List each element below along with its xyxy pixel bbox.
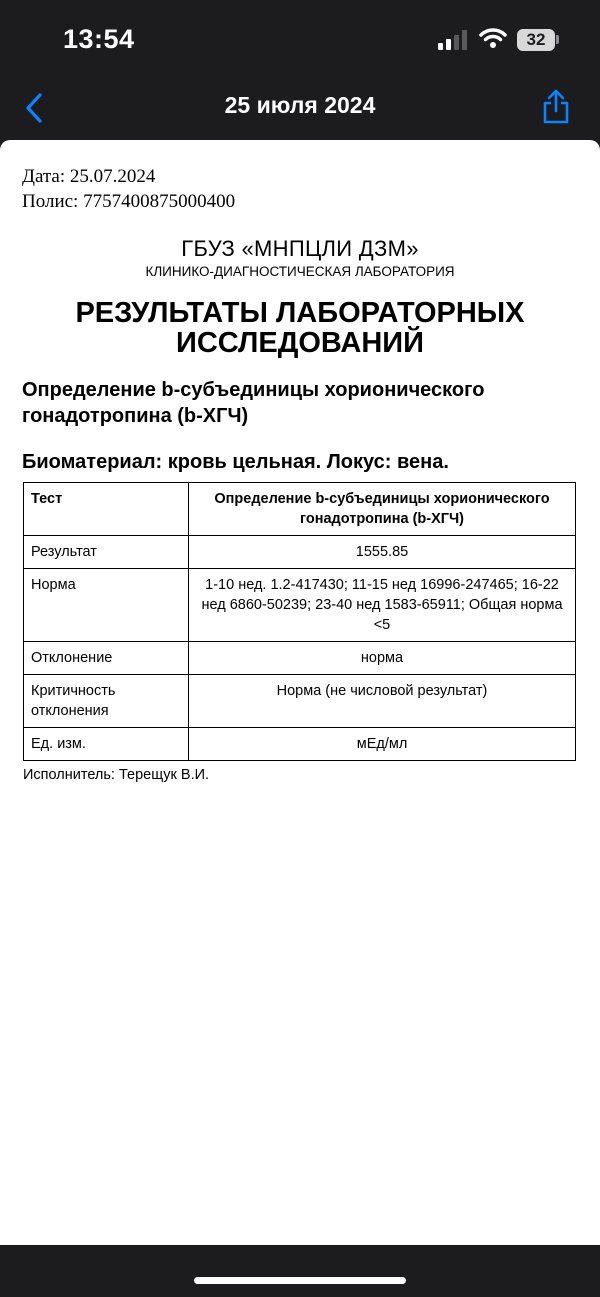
document-meta xyxy=(22,164,235,214)
row-label: Ед. изм. xyxy=(24,728,189,761)
cellular-signal-icon xyxy=(438,30,468,55)
biomaterial-line: Биоматериал: кровь цельная. Локус: вена. xyxy=(22,451,449,473)
wifi-icon xyxy=(479,27,507,54)
table-row xyxy=(24,642,576,675)
laboratory-name: КЛИНИКО-ДИАГНОСТИЧЕСКАЯ ЛАБОРАТОРИЯ xyxy=(145,264,455,279)
row-label: Норма xyxy=(24,569,189,642)
row-value: Норма (не числовой результат) xyxy=(189,675,576,728)
document-page xyxy=(0,140,600,1245)
table-row xyxy=(24,569,576,642)
header-label: Тест xyxy=(24,483,189,536)
organization-name: ГБУЗ «МНПЦЛИ ДЗМ» xyxy=(181,236,419,261)
row-label: Результат xyxy=(24,536,189,569)
status-bar xyxy=(0,0,600,80)
header-value: Определение b-субъединицы хорионического гонадотропина (b-ХГЧ) xyxy=(189,483,576,536)
status-time: 13:54 xyxy=(63,24,135,54)
row-label: Критичность отклонения xyxy=(24,675,189,728)
policy-line: Полис: 7757400875000400 xyxy=(22,191,236,212)
battery-level: 32 xyxy=(517,29,555,51)
table-header-row xyxy=(24,483,576,536)
share-icon xyxy=(541,89,571,125)
nav-title: 25 июля 2024 xyxy=(224,92,376,118)
nav-bar xyxy=(0,80,600,138)
battery-tip xyxy=(556,35,559,44)
table-row xyxy=(24,675,576,728)
row-value: 1-10 нед. 1.2-417430; 11-15 нед 16996-247465; 16-22 нед 6860-50239; 23-40 нед 1583-65911; Общая норма <5 xyxy=(189,569,576,642)
document-title: РЕЗУЛЬТАТЫ ЛАБОРАТОРНЫХ ИССЛЕДОВАНИЙ xyxy=(75,297,525,359)
row-value: 1555.85 xyxy=(189,536,576,569)
table-row xyxy=(24,536,576,569)
row-value: мЕд/мл xyxy=(189,728,576,761)
share-button[interactable] xyxy=(538,86,574,128)
date-line: Дата: 25.07.2024 xyxy=(22,166,156,187)
table-row xyxy=(24,728,576,761)
results-table xyxy=(23,482,576,761)
row-label: Отклонение xyxy=(24,642,189,675)
row-value: норма xyxy=(189,642,576,675)
test-title: Определение b-субъединицы хорионического гонадотропина (b-ХГЧ) xyxy=(22,379,485,427)
home-indicator[interactable] xyxy=(194,1277,406,1284)
executor-line: Исполнитель: Терещук В.И. xyxy=(23,767,210,783)
